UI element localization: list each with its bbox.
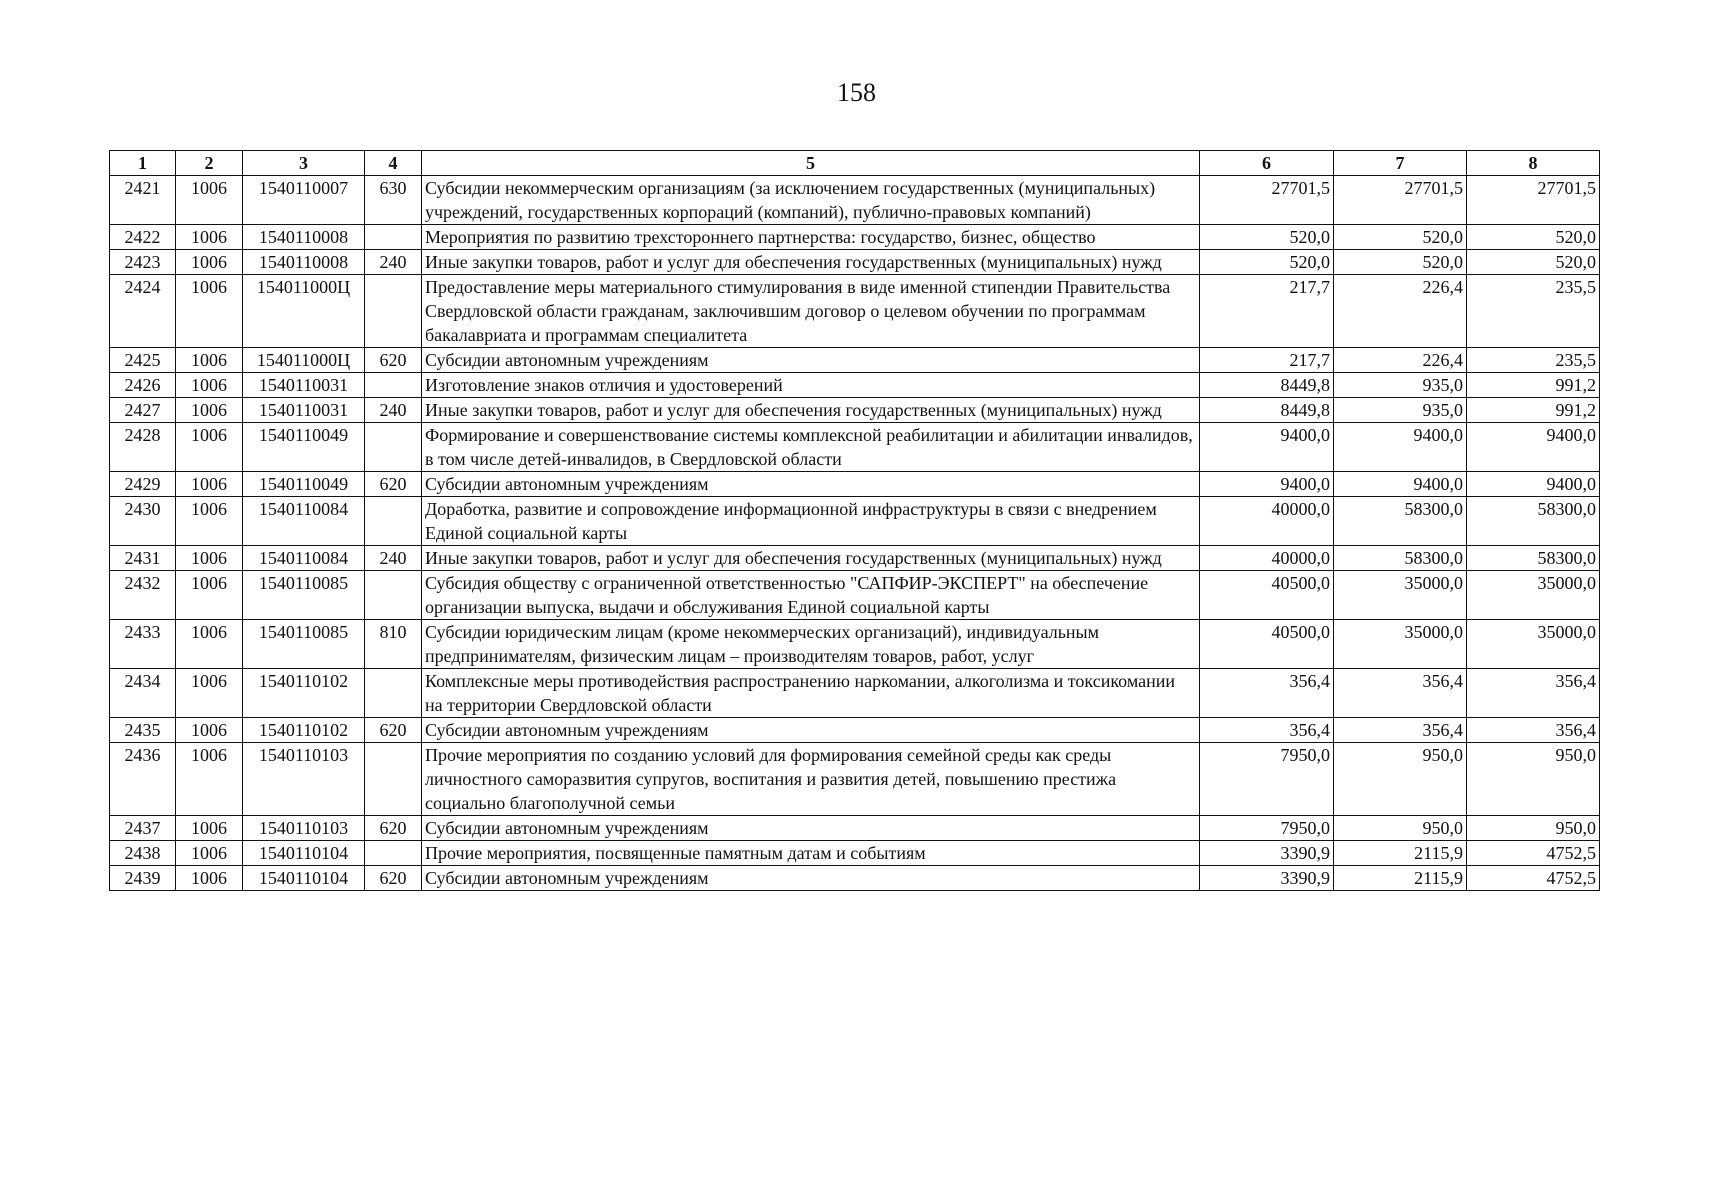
row-number-cell: 2430: [110, 497, 176, 546]
amount-year-3-cell: 356,4: [1467, 669, 1600, 718]
expense-type-cell: [365, 669, 422, 718]
amount-year-3-cell: 9400,0: [1467, 423, 1600, 472]
description-cell: Комплексные меры противодействия распространению наркомании, алкоголизма и токсикомании на территории Свердловской области: [422, 669, 1200, 718]
expense-type-cell: [365, 841, 422, 866]
amount-year-1-cell: 356,4: [1200, 718, 1334, 743]
amount-year-3-cell: 991,2: [1467, 398, 1600, 423]
table-row: [110, 275, 1600, 348]
row-number-cell: 2437: [110, 816, 176, 841]
expense-type-cell: 240: [365, 546, 422, 571]
target-article-cell: 1540110049: [243, 472, 365, 497]
target-article-cell: 1540110031: [243, 398, 365, 423]
amount-year-2-cell: 27701,5: [1334, 176, 1467, 225]
column-header: 4: [365, 151, 422, 176]
row-number-cell: 2424: [110, 275, 176, 348]
table-row: [110, 620, 1600, 669]
section-code-cell: 1006: [176, 743, 243, 816]
section-code-cell: 1006: [176, 275, 243, 348]
description-cell: Иные закупки товаров, работ и услуг для обеспечения государственных (муниципальных) нужд: [422, 398, 1200, 423]
budget-table: [109, 150, 1600, 891]
section-code-cell: 1006: [176, 472, 243, 497]
amount-year-2-cell: 950,0: [1334, 743, 1467, 816]
amount-year-3-cell: 235,5: [1467, 275, 1600, 348]
table-row: [110, 348, 1600, 373]
amount-year-3-cell: 991,2: [1467, 373, 1600, 398]
target-article-cell: 1540110103: [243, 816, 365, 841]
target-article-cell: 1540110084: [243, 546, 365, 571]
table-row: [110, 816, 1600, 841]
amount-year-3-cell: 235,5: [1467, 348, 1600, 373]
target-article-cell: 1540110049: [243, 423, 365, 472]
amount-year-3-cell: 9400,0: [1467, 472, 1600, 497]
amount-year-1-cell: 217,7: [1200, 348, 1334, 373]
column-header: 5: [422, 151, 1200, 176]
section-code-cell: 1006: [176, 423, 243, 472]
expense-type-cell: 620: [365, 472, 422, 497]
row-number-cell: 2429: [110, 472, 176, 497]
amount-year-3-cell: 520,0: [1467, 225, 1600, 250]
expense-type-cell: 810: [365, 620, 422, 669]
row-number-cell: 2427: [110, 398, 176, 423]
amount-year-3-cell: 4752,5: [1467, 841, 1600, 866]
amount-year-1-cell: 7950,0: [1200, 816, 1334, 841]
target-article-cell: 1540110102: [243, 718, 365, 743]
column-header: 7: [1334, 151, 1467, 176]
expense-type-cell: 620: [365, 866, 422, 891]
amount-year-1-cell: 40000,0: [1200, 546, 1334, 571]
description-cell: Доработка, развитие и сопровождение информационной инфраструктуры в связи с внедрением Единой социальной карты: [422, 497, 1200, 546]
section-code-cell: 1006: [176, 398, 243, 423]
amount-year-3-cell: 35000,0: [1467, 620, 1600, 669]
page-number: 158: [837, 78, 876, 107]
amount-year-2-cell: 35000,0: [1334, 571, 1467, 620]
amount-year-2-cell: 935,0: [1334, 373, 1467, 398]
description-cell: Субсидия обществу с ограниченной ответственностью "САПФИР-ЭКСПЕРТ" на обеспечение организации выпуска, выдачи и обслуживания Единой социальной карты: [422, 571, 1200, 620]
section-code-cell: 1006: [176, 497, 243, 546]
amount-year-1-cell: 27701,5: [1200, 176, 1334, 225]
table-row: [110, 546, 1600, 571]
target-article-cell: 1540110104: [243, 841, 365, 866]
section-code-cell: 1006: [176, 718, 243, 743]
table-row: [110, 571, 1600, 620]
table-row: [110, 669, 1600, 718]
amount-year-2-cell: 356,4: [1334, 669, 1467, 718]
row-number-cell: 2434: [110, 669, 176, 718]
column-header: 6: [1200, 151, 1334, 176]
amount-year-2-cell: 9400,0: [1334, 472, 1467, 497]
description-cell: Мероприятия по развитию трехстороннего партнерства: государство, бизнес, общество: [422, 225, 1200, 250]
description-cell: Субсидии юридическим лицам (кроме некоммерческих организаций), индивидуальным предпринимателям, физическим лицам – производителям товаров, работ, услуг: [422, 620, 1200, 669]
expense-type-cell: [365, 571, 422, 620]
section-code-cell: 1006: [176, 620, 243, 669]
row-number-cell: 2431: [110, 546, 176, 571]
table-body: [110, 176, 1600, 891]
table-row: [110, 250, 1600, 275]
row-number-cell: 2423: [110, 250, 176, 275]
row-number-cell: 2421: [110, 176, 176, 225]
amount-year-3-cell: 35000,0: [1467, 571, 1600, 620]
target-article-cell: 154011000Ц: [243, 348, 365, 373]
amount-year-2-cell: 356,4: [1334, 718, 1467, 743]
description-cell: Субсидии автономным учреждениям: [422, 348, 1200, 373]
description-cell: Субсидии некоммерческим организациям (за исключением государственных (муниципальных) учреждений, государственных корпораций (компаний), публично-правовых компаний): [422, 176, 1200, 225]
target-article-cell: 1540110084: [243, 497, 365, 546]
amount-year-3-cell: 950,0: [1467, 816, 1600, 841]
expense-type-cell: [365, 497, 422, 546]
amount-year-2-cell: 950,0: [1334, 816, 1467, 841]
description-cell: Иные закупки товаров, работ и услуг для обеспечения государственных (муниципальных) нужд: [422, 546, 1200, 571]
amount-year-2-cell: 58300,0: [1334, 546, 1467, 571]
expense-type-cell: 240: [365, 398, 422, 423]
amount-year-1-cell: 9400,0: [1200, 472, 1334, 497]
amount-year-1-cell: 40500,0: [1200, 571, 1334, 620]
expense-type-cell: 620: [365, 348, 422, 373]
section-code-cell: 1006: [176, 816, 243, 841]
amount-year-1-cell: 520,0: [1200, 250, 1334, 275]
table-row: [110, 176, 1600, 225]
section-code-cell: 1006: [176, 866, 243, 891]
description-cell: Субсидии автономным учреждениям: [422, 718, 1200, 743]
row-number-cell: 2436: [110, 743, 176, 816]
row-number-cell: 2432: [110, 571, 176, 620]
column-header: 8: [1467, 151, 1600, 176]
expense-type-cell: [365, 423, 422, 472]
table-row: [110, 398, 1600, 423]
amount-year-3-cell: 4752,5: [1467, 866, 1600, 891]
section-code-cell: 1006: [176, 571, 243, 620]
target-article-cell: 1540110103: [243, 743, 365, 816]
amount-year-2-cell: 226,4: [1334, 348, 1467, 373]
expense-type-cell: [365, 275, 422, 348]
target-article-cell: 1540110007: [243, 176, 365, 225]
row-number-cell: 2428: [110, 423, 176, 472]
column-header: 3: [243, 151, 365, 176]
target-article-cell: 1540110102: [243, 669, 365, 718]
expense-type-cell: 620: [365, 718, 422, 743]
amount-year-1-cell: 8449,8: [1200, 398, 1334, 423]
row-number-cell: 2435: [110, 718, 176, 743]
target-article-cell: 1540110008: [243, 225, 365, 250]
section-code-cell: 1006: [176, 841, 243, 866]
expense-type-cell: 620: [365, 816, 422, 841]
target-article-cell: 154011000Ц: [243, 275, 365, 348]
amount-year-3-cell: 950,0: [1467, 743, 1600, 816]
target-article-cell: 1540110104: [243, 866, 365, 891]
row-number-cell: 2438: [110, 841, 176, 866]
column-header: 2: [176, 151, 243, 176]
target-article-cell: 1540110085: [243, 571, 365, 620]
description-cell: Прочие мероприятия, посвященные памятным датам и событиям: [422, 841, 1200, 866]
header-row: [110, 151, 1600, 176]
amount-year-2-cell: 520,0: [1334, 250, 1467, 275]
description-cell: Формирование и совершенствование системы комплексной реабилитации и абилитации инвалидов, в том числе детей-инвалидов, в Свердловской области: [422, 423, 1200, 472]
row-number-cell: 2422: [110, 225, 176, 250]
expense-type-cell: [365, 225, 422, 250]
expense-type-cell: 630: [365, 176, 422, 225]
table-row: [110, 718, 1600, 743]
table-row: [110, 497, 1600, 546]
row-number-cell: 2425: [110, 348, 176, 373]
table-header: [110, 151, 1600, 176]
description-cell: Предоставление меры материального стимулирования в виде именной стипендии Правительства Свердловской области гражданам, заключившим договор о целевом обучении по программам бакалавриата и программам специалитета: [422, 275, 1200, 348]
section-code-cell: 1006: [176, 176, 243, 225]
expense-type-cell: [365, 743, 422, 816]
amount-year-1-cell: 520,0: [1200, 225, 1334, 250]
target-article-cell: 1540110008: [243, 250, 365, 275]
amount-year-2-cell: 58300,0: [1334, 497, 1467, 546]
section-code-cell: 1006: [176, 669, 243, 718]
table-row: [110, 841, 1600, 866]
section-code-cell: 1006: [176, 348, 243, 373]
amount-year-1-cell: 356,4: [1200, 669, 1334, 718]
description-cell: Иные закупки товаров, работ и услуг для обеспечения государственных (муниципальных) нужд: [422, 250, 1200, 275]
expense-type-cell: 240: [365, 250, 422, 275]
table-row: [110, 225, 1600, 250]
description-cell: Субсидии автономным учреждениям: [422, 866, 1200, 891]
table-row: [110, 472, 1600, 497]
description-cell: Субсидии автономным учреждениям: [422, 816, 1200, 841]
table-row: [110, 373, 1600, 398]
amount-year-1-cell: 40000,0: [1200, 497, 1334, 546]
section-code-cell: 1006: [176, 250, 243, 275]
target-article-cell: 1540110031: [243, 373, 365, 398]
section-code-cell: 1006: [176, 546, 243, 571]
amount-year-3-cell: 58300,0: [1467, 546, 1600, 571]
description-cell: Изготовление знаков отличия и удостоверений: [422, 373, 1200, 398]
column-header: 1: [110, 151, 176, 176]
amount-year-3-cell: 356,4: [1467, 718, 1600, 743]
amount-year-1-cell: 3390,9: [1200, 841, 1334, 866]
amount-year-1-cell: 8449,8: [1200, 373, 1334, 398]
amount-year-1-cell: 40500,0: [1200, 620, 1334, 669]
section-code-cell: 1006: [176, 225, 243, 250]
description-cell: Прочие мероприятия по созданию условий для формирования семейной среды как среды личностного саморазвития супругов, воспитания и развития детей, повышению престижа социально благополучной семьи: [422, 743, 1200, 816]
row-number-cell: 2433: [110, 620, 176, 669]
table-row: [110, 423, 1600, 472]
row-number-cell: 2439: [110, 866, 176, 891]
table-row: [110, 866, 1600, 891]
amount-year-1-cell: 217,7: [1200, 275, 1334, 348]
table-row: [110, 743, 1600, 816]
description-cell: Субсидии автономным учреждениям: [422, 472, 1200, 497]
amount-year-2-cell: 935,0: [1334, 398, 1467, 423]
amount-year-1-cell: 7950,0: [1200, 743, 1334, 816]
amount-year-1-cell: 3390,9: [1200, 866, 1334, 891]
amount-year-3-cell: 520,0: [1467, 250, 1600, 275]
amount-year-2-cell: 226,4: [1334, 275, 1467, 348]
section-code-cell: 1006: [176, 373, 243, 398]
amount-year-1-cell: 9400,0: [1200, 423, 1334, 472]
amount-year-2-cell: 9400,0: [1334, 423, 1467, 472]
target-article-cell: 1540110085: [243, 620, 365, 669]
amount-year-2-cell: 2115,9: [1334, 841, 1467, 866]
amount-year-3-cell: 27701,5: [1467, 176, 1600, 225]
amount-year-2-cell: 520,0: [1334, 225, 1467, 250]
expense-type-cell: [365, 373, 422, 398]
amount-year-2-cell: 2115,9: [1334, 866, 1467, 891]
amount-year-2-cell: 35000,0: [1334, 620, 1467, 669]
amount-year-3-cell: 58300,0: [1467, 497, 1600, 546]
row-number-cell: 2426: [110, 373, 176, 398]
